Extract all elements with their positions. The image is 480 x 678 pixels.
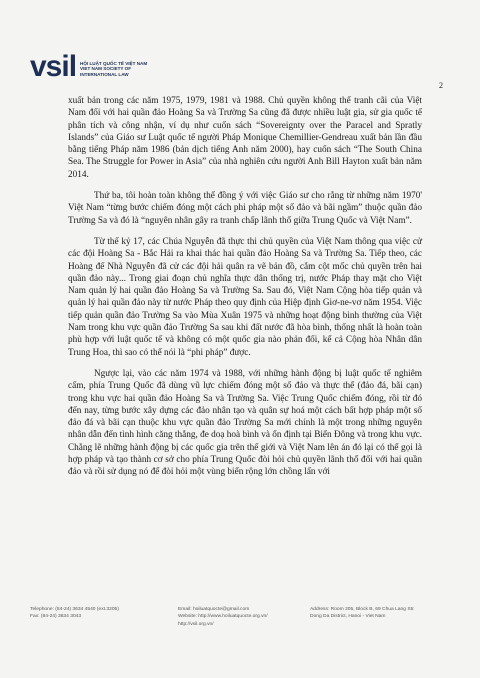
- paragraph: Ngược lại, vào các năm 1974 và 1988, với những hành động bị luật quốc tế nghiêm cấm, phía Trung Quốc đã dùng vũ lực chiếm đóng một số đảo và thực thể (đảo đá, bãi cạn) trong khu vực hai quần đảo Hoàng Sa và Trường Sa. Việc Trung Quốc chiếm đóng, rồi từ đó đến nay, từng bước xây dựng các đảo nhân tạo và quân sự hoá một cách bất hợp pháp một số đảo đá và bãi cạn thuộc khu vực quần đảo Trường Sa mới chính là một trong những nguyên nhân dẫn đến tình hình căng thẳng, đe doạ hoà bình và ổn định tại Biển Đông và trong khu vực. Chẳng lẽ những hành động bị các quốc gia trên thế giới và Việt Nam lên án đó lại có thể gọi là hợp pháp và tạo thành cơ sở cho phía Trung Quốc đòi hỏi chủ quyền lãnh thổ đối với hai quần đảo và rồi sử dụng nó để đòi hỏi một vùng biển rộng lớn chồng lấn với: [68, 368, 422, 478]
- footer-address: [310, 606, 450, 621]
- logo-mark: vsil: [30, 50, 77, 83]
- logo-org-name: [80, 61, 147, 77]
- org-name-en-2: INTERNATIONAL LAW: [80, 71, 129, 77]
- footer-telephone: Telephone: (84-24) 3634 4540 (ext.3205): [30, 607, 119, 612]
- paragraph: xuất bản trong các năm 1975, 1979, 1981 và 1988. Chủ quyền không thể tranh cãi của Việt Nam đối với hai quần đảo Hoàng Sa và Trường Sa cũng đã được nhiều luật gia, sử gia quốc tế phân tích và công nhận, ví dụ như cuốn sách “Sovereignty over the Paracel and Spratly Islands” của Giáo sư Luật quốc tế người Pháp Monique Chemillier-Gendreau xuất bản lần đầu bằng tiếng Pháp năm 1986 (bản dịch tiếng Anh năm 2000), hay cuốn sách “The South China Sea. The Struggle for Power in Asia” của nhà nghiên cứu người Anh Bill Hayton xuất bản năm 2014.: [68, 96, 422, 180]
- footer-website: Website: http://www.hoiluatquocte.org.vn/: [178, 614, 268, 620]
- footer-email: Email: hoiluatquocte@gmail.com: [178, 607, 250, 612]
- letter-body: [68, 95, 422, 488]
- org-name-vi: HỘI LUẬT QUỐC TẾ VIỆT NAM: [80, 60, 148, 66]
- paragraph: Từ thế kỷ 17, các Chúa Nguyễn đã thực thi chủ quyền của Việt Nam thông qua việc cử các đội Hoàng Sa - Bắc Hải ra khai thác hai quần đảo Hoàng Sa và Trường Sa. Tiếp theo, các Hoàng đế Nhà Nguyễn đã cử các đội hải quân ra vẽ bản đồ, cắm cột mốc chủ quyền trên hai quần đảo này... Trong giai đoạn chủ nghĩa thực dân thống trị, nước Pháp thay mặt cho Việt Nam quản lý hai quần đảo Hoàng Sa và Trường Sa. Sau đó, Việt Nam Cộng hòa tiếp quản và quản lý hai quần đảo này từ nước Pháp theo quy định của Hiệp định Giơ-ne-vơ năm 1954. Việc tiếp quản quần đảo Trường Sa vào Mùa Xuân 1975 và những hoạt động bình thường của Việt Nam trong khu vực quần đảo Trường Sa sau khi đất nước đã hòa bình, thống nhất là hoàn toàn phù hợp với luật quốc tế và không có một quốc gia nào phản đối, kể cả Cộng hòa Nhân dân Trung Hoa, thì sao có thể nói là “phi pháp” được.: [68, 236, 422, 358]
- footer-web: [178, 606, 328, 628]
- footer-address-line-2: Dong Da District, Hanoi - Viet Nam: [310, 614, 386, 620]
- footer-contact: [30, 606, 180, 621]
- footer-address-line-1: Address: Room 205, Block B, 69 Chua Lang Str.: [310, 607, 415, 612]
- footer-website-2: http://vsil.org.vn/: [178, 621, 214, 627]
- page-number: 2: [439, 81, 443, 90]
- org-name-en-1: VIET NAM SOCIETY OF: [80, 66, 132, 72]
- paragraph: Thứ ba, tôi hoàn toàn không thể đồng ý với việc Giáo sư cho rằng từ những năm 1970' Việt Nam “từng bước chiếm đóng một cách phi pháp một số đảo và bãi ngầm” thuộc quần đảo Trường Sa và đó là “nguyên nhân gây ra tranh chấp lãnh thổ giữa Trung Quốc và Việt Nam”.: [68, 191, 422, 226]
- vsil-logo: [30, 50, 148, 83]
- footer-fax: Fax: (84-24) 3634 3043: [30, 614, 82, 620]
